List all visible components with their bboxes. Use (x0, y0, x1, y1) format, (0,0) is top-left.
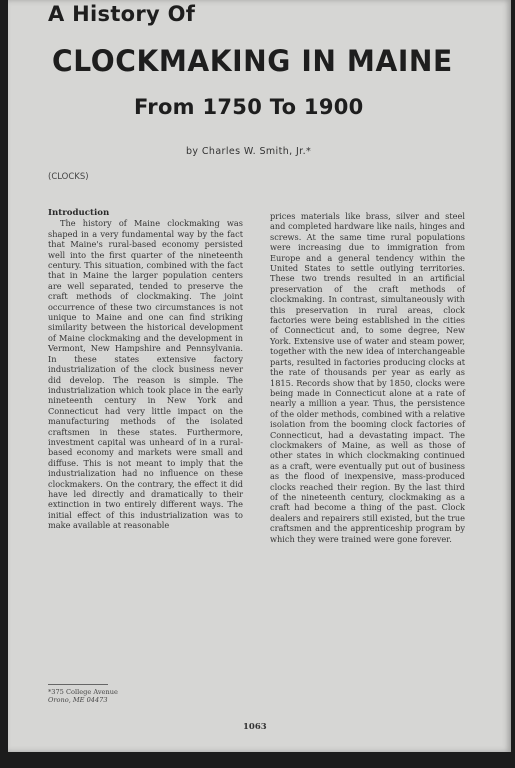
footnote-rule (48, 684, 108, 685)
title-line-2: CLOCKMAKING IN MAINE (52, 44, 453, 78)
column-right (270, 211, 465, 544)
footnote-line-1: *375 College Avenue (48, 688, 118, 696)
section-heading: Introduction (48, 208, 110, 218)
footnote-line-2: Orono, ME 04473 (48, 696, 108, 704)
body-paragraph-left: The history of Maine clockmaking was shaped in a very fundamental way by the fact that Maine's rural-based economy persisted well into the first quarter of the nineteenth century. This situation, combined with the fact that in Maine the larger population centers are well separated, tended to preserve the craft methods of clockmaking. The joint occurrence of these two circumstances is not unique to Maine and one can find striking similarity between the historical development of Maine clockmaking and the development in Vermont, New Hampshire and Pennsylvania. In these states extensive factory industrialization of the clock business never did develop. The reason is simple. The industrialization which took place in the early nineteenth century in New York and Connecticut had very little impact on the manufacturing methods of the isolated craftsmen in these states. Furthermore, investment capital was unheard of in a rural-based economy and markets were small and diffuse. This is not meant to imply that the industrialization had no influence on these clockmakers. On the contrary, the effect it did have led directly and dramatically to their extinction in two entirely different ways. The initial effect of this industrialization was to make available at reasonable (48, 218, 243, 531)
journal-page (8, 0, 511, 752)
title-line-3: From 1750 To 1900 (134, 95, 364, 119)
column-left (48, 208, 243, 531)
footnote (48, 688, 118, 704)
page-number: 1063 (243, 722, 267, 732)
topic-tag: (CLOCKS) (48, 172, 89, 182)
title-line-1: A History Of (48, 2, 196, 26)
body-paragraph-right: prices materials like brass, silver and steel and completed hardware like nails, hinges and screws. At the same time rural populations were increasing due to immigration from Europe and a general tendency within the United States to settle outlying territories. These two trends resulted in an artificial preservation of the craft methods of clockmaking. In contrast, simultaneously with this preservation in rural areas, clock factories were being established in the cities of Connecticut and, to some degree, New York. Extensive use of water and steam power, together with the new idea of interchangeable parts, resulted in factories producing clocks at the rate of thousands per year as early as 1815. Records show that by 1850, clocks were being made in Connecticut alone at a rate of nearly a million a year. Thus, the persistence of the older methods, combined with a relative isolation from the booming clock factories of Connecticut, had a devastating impact. The clockmakers of Maine, as well as those of other states in which clockmaking continued as a craft, were eventually put out of business as the flood of inexpensive, mass-produced clocks reached their region. By the last third of the nineteenth century, clockmaking as a craft had become a thing of the past. Clock dealers and repairers still existed, but the true craftsmen and the apprenticeship program by which they were trained were gone forever. (270, 211, 465, 544)
byline: by Charles W. Smith, Jr.* (186, 146, 312, 157)
